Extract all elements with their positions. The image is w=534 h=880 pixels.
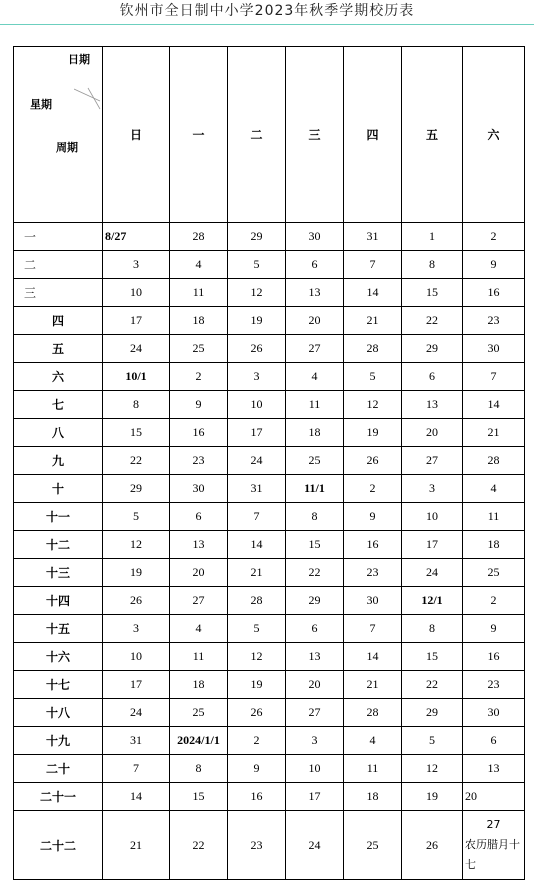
weekday-header: 五: [402, 47, 463, 223]
day-cell: 18: [170, 307, 228, 335]
day-cell: 13: [286, 643, 344, 671]
day-cell: 2: [228, 727, 286, 755]
day-cell: 13: [170, 531, 228, 559]
day-cell: 24: [228, 447, 286, 475]
day-cell: 8: [103, 391, 170, 419]
week-number: 七: [14, 391, 103, 419]
day-cell: 13: [286, 279, 344, 307]
day-cell: 7: [103, 755, 170, 783]
day-cell: 20: [286, 671, 344, 699]
day-cell: 29: [402, 335, 463, 363]
week-number: 九: [14, 447, 103, 475]
day-cell: 3: [228, 363, 286, 391]
day-cell: 17: [103, 671, 170, 699]
page-title: 钦州市全日制中小学2023年秋季学期校历表: [119, 3, 415, 19]
day-cell: 23: [228, 811, 286, 880]
day-cell: 22: [170, 811, 228, 880]
day-cell: 10: [103, 643, 170, 671]
day-cell: 18: [463, 531, 525, 559]
weekday-header: 三: [286, 47, 344, 223]
weekday-header: 日: [103, 47, 170, 223]
weekday-header: 二: [228, 47, 286, 223]
table-row: [14, 279, 525, 307]
day-cell: 11: [286, 391, 344, 419]
day-cell: 14: [463, 391, 525, 419]
day-cell: 5: [228, 615, 286, 643]
day-cell: 22: [103, 447, 170, 475]
day-cell: 24: [103, 335, 170, 363]
table-row: [14, 419, 525, 447]
day-cell: 12: [103, 531, 170, 559]
title-divider: [0, 24, 534, 25]
table-row: [14, 699, 525, 727]
day-cell: 5: [228, 251, 286, 279]
day-cell: 3: [402, 475, 463, 503]
day-cell: 10: [103, 279, 170, 307]
week-number: 二十二: [14, 811, 103, 880]
day-cell: 13: [463, 755, 525, 783]
week-number: 四: [14, 307, 103, 335]
day-cell: 27 农历腊月十七: [463, 811, 525, 880]
day-cell: 13: [402, 391, 463, 419]
corner-weekday-label: 星期: [30, 98, 52, 111]
week-number: 六: [14, 363, 103, 391]
day-cell: 30: [463, 699, 525, 727]
table-row: [14, 447, 525, 475]
day-cell: 9: [228, 755, 286, 783]
table-row: [14, 643, 525, 671]
corner-diagonal-icon: [74, 87, 102, 111]
table-row: [14, 391, 525, 419]
day-cell: 26: [103, 587, 170, 615]
day-cell: 29: [103, 475, 170, 503]
week-number: 二十: [14, 755, 103, 783]
day-cell: 7: [344, 615, 402, 643]
table-row: [14, 223, 525, 251]
day-cell: 15: [170, 783, 228, 811]
day-cell: 17: [103, 307, 170, 335]
table-row: [14, 335, 525, 363]
table-row: [14, 587, 525, 615]
day-cell: 30: [286, 223, 344, 251]
day-cell: 16: [344, 531, 402, 559]
day-cell: 16: [463, 643, 525, 671]
day-cell: 2: [344, 475, 402, 503]
corner-date-label: 日期: [68, 53, 90, 66]
day-cell: 4: [463, 475, 525, 503]
day-cell: 6: [463, 727, 525, 755]
weekday-header: 一: [170, 47, 228, 223]
day-cell: 9: [170, 391, 228, 419]
day-cell: 14: [344, 643, 402, 671]
day-cell: 7: [463, 363, 525, 391]
day-cell: 21: [463, 419, 525, 447]
day-cell: 26: [228, 335, 286, 363]
week-number: 十六: [14, 643, 103, 671]
day-cell: 11: [344, 755, 402, 783]
day-cell: 4: [286, 363, 344, 391]
day-cell: 17: [228, 419, 286, 447]
day-cell: 8: [286, 503, 344, 531]
day-cell: 23: [463, 671, 525, 699]
day-cell: 2: [463, 587, 525, 615]
day-cell: 6: [170, 503, 228, 531]
table-row: [14, 811, 525, 880]
day-cell: 25: [286, 447, 344, 475]
day-cell: 19: [228, 307, 286, 335]
week-number: 八: [14, 419, 103, 447]
table-row: [14, 783, 525, 811]
day-cell: 23: [463, 307, 525, 335]
week-number: 十: [14, 475, 103, 503]
day-cell: 10: [402, 503, 463, 531]
day-cell: 19: [103, 559, 170, 587]
day-cell: 25: [463, 559, 525, 587]
day-cell: 18: [286, 419, 344, 447]
week-number: 一: [14, 223, 103, 251]
day-cell: 1: [402, 223, 463, 251]
day-cell: 15: [402, 643, 463, 671]
week-number: 五: [14, 335, 103, 363]
week-number: 三: [14, 279, 103, 307]
day-cell: 11/1: [286, 475, 344, 503]
day-cell: 21: [344, 671, 402, 699]
day-cell: 31: [228, 475, 286, 503]
day-cell: 27: [170, 587, 228, 615]
week-number: 十九: [14, 727, 103, 755]
table-row: [14, 307, 525, 335]
day-cell: 12: [228, 279, 286, 307]
day-cell: 7: [228, 503, 286, 531]
day-cell: 2024/1/1: [170, 727, 228, 755]
day-cell: 9: [463, 251, 525, 279]
day-cell: 21: [103, 811, 170, 880]
day-cell: 25: [170, 335, 228, 363]
day-cell: 20: [463, 783, 525, 811]
day-cell: 8: [402, 251, 463, 279]
day-cell: 18: [170, 671, 228, 699]
day-cell: 27: [286, 699, 344, 727]
table-row: [14, 671, 525, 699]
day-cell: 14: [228, 531, 286, 559]
day-cell: 5: [344, 363, 402, 391]
day-cell: 4: [344, 727, 402, 755]
day-cell: 11: [170, 279, 228, 307]
day-cell: 29: [402, 699, 463, 727]
day-cell: 20: [286, 307, 344, 335]
day-cell: 25: [344, 811, 402, 880]
day-cell: 8/27: [103, 223, 170, 251]
week-number: 十四: [14, 587, 103, 615]
day-cell: 14: [103, 783, 170, 811]
day-cell: 29: [228, 223, 286, 251]
day-cell: 10: [286, 755, 344, 783]
day-cell: 22: [286, 559, 344, 587]
day-cell: 21: [228, 559, 286, 587]
week-number: 十五: [14, 615, 103, 643]
day-cell: 19: [402, 783, 463, 811]
day-cell: 28: [344, 335, 402, 363]
day-cell: 6: [286, 251, 344, 279]
header-row: [14, 47, 525, 223]
day-cell: 24: [103, 699, 170, 727]
day-cell: 18: [344, 783, 402, 811]
day-cell: 28: [463, 447, 525, 475]
day-cell: 3: [103, 251, 170, 279]
table-row: [14, 531, 525, 559]
day-cell: 17: [402, 531, 463, 559]
week-number: 二十一: [14, 783, 103, 811]
day-cell: 16: [228, 783, 286, 811]
day-cell: 31: [344, 223, 402, 251]
day-cell: 15: [286, 531, 344, 559]
week-number: 二: [14, 251, 103, 279]
day-cell: 15: [402, 279, 463, 307]
day-cell: 8: [402, 615, 463, 643]
week-number: 十七: [14, 671, 103, 699]
day-cell: 15: [103, 419, 170, 447]
day-cell: 24: [402, 559, 463, 587]
weekday-header: 六: [463, 47, 525, 223]
day-cell: 4: [170, 251, 228, 279]
week-number: 十二: [14, 531, 103, 559]
week-number: 十一: [14, 503, 103, 531]
day-cell: 3: [286, 727, 344, 755]
day-cell: 26: [228, 699, 286, 727]
day-cell: 30: [463, 335, 525, 363]
day-cell: 11: [463, 503, 525, 531]
day-cell: 10: [228, 391, 286, 419]
day-cell: 30: [344, 587, 402, 615]
day-cell: 28: [170, 223, 228, 251]
day-cell: 26: [402, 811, 463, 880]
day-cell: 5: [402, 727, 463, 755]
day-cell: 9: [344, 503, 402, 531]
day-cell: 22: [402, 671, 463, 699]
day-cell: 29: [286, 587, 344, 615]
day-cell: 17: [286, 783, 344, 811]
day-cell: 20: [170, 559, 228, 587]
day-cell: 26: [344, 447, 402, 475]
day-cell: 4: [170, 615, 228, 643]
day-cell: 19: [344, 419, 402, 447]
day-cell: 6: [286, 615, 344, 643]
week-number: 十三: [14, 559, 103, 587]
day-cell: 22: [402, 307, 463, 335]
day-cell: 3: [103, 615, 170, 643]
week-number: 十八: [14, 699, 103, 727]
day-cell: 27: [286, 335, 344, 363]
day-cell: 12: [344, 391, 402, 419]
day-cell: 11: [170, 643, 228, 671]
calendar-table: [13, 46, 525, 880]
day-cell: 27: [402, 447, 463, 475]
day-cell: 12/1: [402, 587, 463, 615]
table-row: [14, 727, 525, 755]
day-cell: 14: [344, 279, 402, 307]
day-cell: 31: [103, 727, 170, 755]
day-cell: 6: [402, 363, 463, 391]
day-cell: 2: [170, 363, 228, 391]
table-row: [14, 559, 525, 587]
day-cell: 30: [170, 475, 228, 503]
day-cell: 12: [228, 643, 286, 671]
table-row: [14, 251, 525, 279]
day-cell: 16: [170, 419, 228, 447]
day-cell: 9: [463, 615, 525, 643]
day-cell: 8: [170, 755, 228, 783]
day-cell: 5: [103, 503, 170, 531]
corner-cell: [14, 47, 103, 223]
day-cell: 10/1: [103, 363, 170, 391]
day-cell: 25: [170, 699, 228, 727]
table-row: [14, 755, 525, 783]
day-cell: 21: [344, 307, 402, 335]
day-cell: 28: [344, 699, 402, 727]
day-cell: 12: [402, 755, 463, 783]
table-row: [14, 503, 525, 531]
day-cell: 16: [463, 279, 525, 307]
table-row: [14, 363, 525, 391]
day-cell: 23: [170, 447, 228, 475]
day-cell: 23: [344, 559, 402, 587]
day-cell: 28: [228, 587, 286, 615]
table-row: [14, 475, 525, 503]
weekday-header: 四: [344, 47, 402, 223]
day-cell: 7: [344, 251, 402, 279]
corner-week-label: 周期: [56, 141, 78, 154]
day-cell: 24: [286, 811, 344, 880]
day-cell: 19: [228, 671, 286, 699]
day-cell: 2: [463, 223, 525, 251]
table-row: [14, 615, 525, 643]
day-cell: 20: [402, 419, 463, 447]
